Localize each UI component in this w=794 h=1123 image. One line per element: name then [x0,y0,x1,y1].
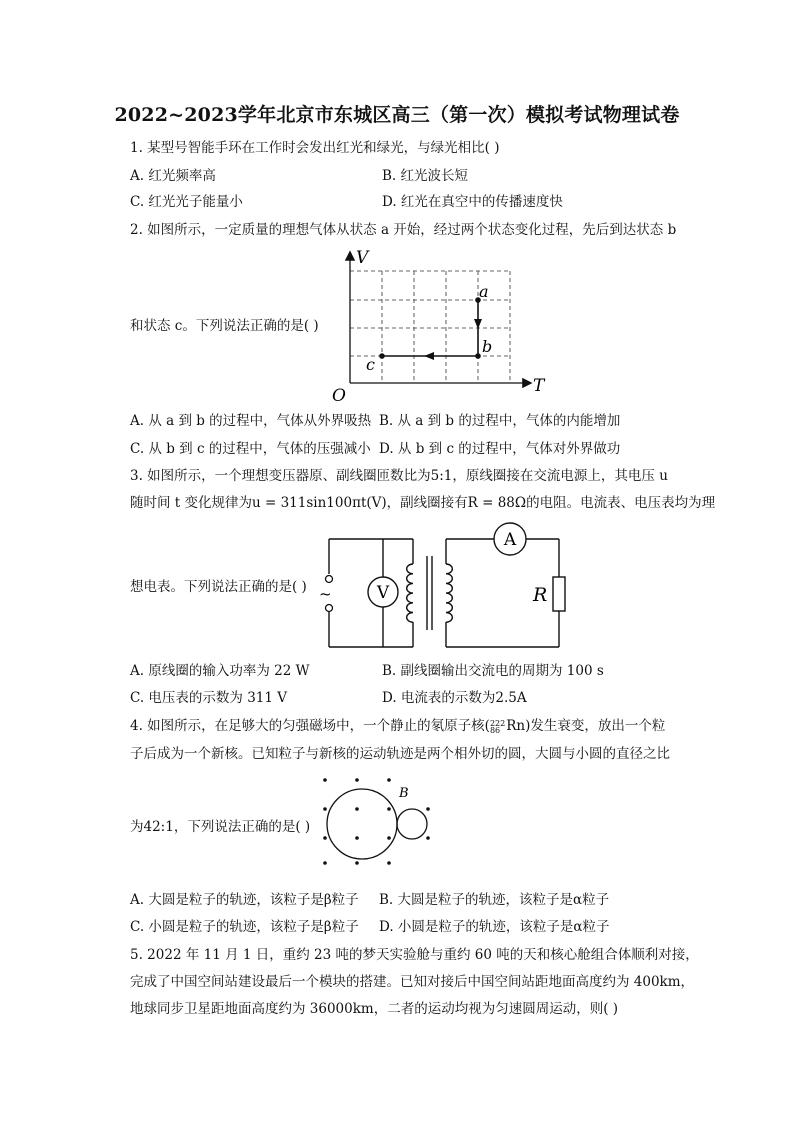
q3-transformer-diagram [315,522,575,650]
label-a: a [479,282,489,301]
point-b [475,353,481,359]
q1-option-c: C. 红光光子能量小 [130,194,243,210]
q3-stem-cont2: 想电表。下列说法正确的是( ) [130,579,307,595]
q3-option-a: A. 原线圈的输入功率为 22 W [130,663,310,679]
field-label: B [399,786,409,801]
ac-source-icon: ~ [319,585,332,603]
q4-orbit-diagram [310,770,440,870]
resistor-label: R [533,584,548,606]
q4-option-c: C. 小圆是粒子的轨迹，该粒子是β粒子 [130,919,359,935]
q5-stem-cont2: 地球同步卫星距地面高度约为 36000km，二者的运动均视为匀速圆周运动，则( ) [130,1001,619,1017]
label-c: c [366,355,375,374]
nuclide-mass: 222 [489,718,506,728]
q4-stem [130,717,665,735]
terminal-top [326,576,333,583]
q2-stem-cont: 和状态 c。下列说法正确的是( ) [130,318,319,334]
q1-option-b: B. 红光波长短 [382,168,469,184]
q2-option-c: C. 从 b 到 c 的过程中，气体的压强减小 [130,441,371,457]
q4-option-a: A. 大圆是粒子的轨迹，该粒子是β粒子 [130,892,359,908]
q3-option-d: D. 电流表的示数为2.5A [382,690,527,706]
ammeter-label: A [503,530,517,550]
q4-option-d: D. 小圆是粒子的轨迹，该粒子是α粒子 [379,919,610,935]
q1-option-a: A. 红光频率高 [130,168,216,184]
page-title: 2022~2023学年北京市东城区高三（第一次）模拟考试物理试卷 [114,104,680,126]
arrow-down-icon [474,319,482,329]
arrow-left-icon [424,352,434,360]
field-dots [323,778,430,865]
q5-stem-cont: 完成了中国空间站建设最后一个模块的搭建。已知对接后中国空间站距地面高度约为 400km， [130,974,695,990]
q2-option-a: A. 从 a 到 b 的过程中，气体从外界吸热 [130,413,372,429]
q2-stem: 2. 如图所示，一定质量的理想气体从状态 a 开始，经过两个状态变化过程，先后到达状态 b [130,222,677,238]
q4-stem-cont2: 为42:1，下列说法正确的是( ) [130,819,311,835]
nuclide-indices [490,720,505,734]
label-t: T [533,376,545,396]
label-v: V [356,248,369,268]
q1-stem: 1. 某型号智能手环在工作时会发出红光和绿光，与绿光相比( ) [130,140,500,156]
q3-stem-cont: 随时间 t 变化规律为u = 311sin100πt(V)，副线圈接有R = 88Ω的电阻。电流表、电压表均为理 [130,495,716,511]
q2-option-d: D. 从 b 到 c 的过程中，气体对外界做功 [379,441,621,457]
terminal-bottom [326,605,333,612]
voltmeter-label: V [376,583,390,603]
nuclide-z: 86 [489,725,501,735]
large-orbit [327,789,397,859]
q5-stem: 5. 2022 年 11 月 1 日，重约 23 吨的梦天实验舱与重约 60 吨的天和核心舱组合体顺利对接， [130,947,699,963]
q3-option-c: C. 电压表的示数为 311 V [130,690,288,706]
small-orbit [397,809,427,839]
q4-stem-cont: 子后成为一个新核。已知粒子与新核的运动轨迹是两个相外切的圆，大圆与小圆的直径之比 [130,746,670,762]
q2-vt-diagram [330,245,550,405]
q2-option-b: B. 从 a 到 b 的过程中，气体的内能增加 [379,413,621,429]
q3-stem: 3. 如图所示，一个理想变压器原、副线圈匝数比为5:1，原线圈接在交流电源上，其电压 u [130,468,668,484]
q4-option-b: B. 大圆是粒子的轨迹，该粒子是α粒子 [379,892,610,908]
q3-option-b: B. 副线圈输出交流电的周期为 100 s [382,663,604,679]
label-origin: O [332,386,346,405]
resistor-icon [553,577,565,611]
q1-option-d: D. 红光在真空中的传播速度快 [382,194,563,210]
q4-stem-pre: 4. 如图所示，在足够大的匀强磁场中，一个静止的氡原子核( [130,718,490,734]
point-c [379,353,385,359]
nuclide-symbol: Rn [506,718,526,734]
label-b: b [482,337,493,356]
q4-stem-post: )发生衰变，放出一个粒 [525,718,666,734]
